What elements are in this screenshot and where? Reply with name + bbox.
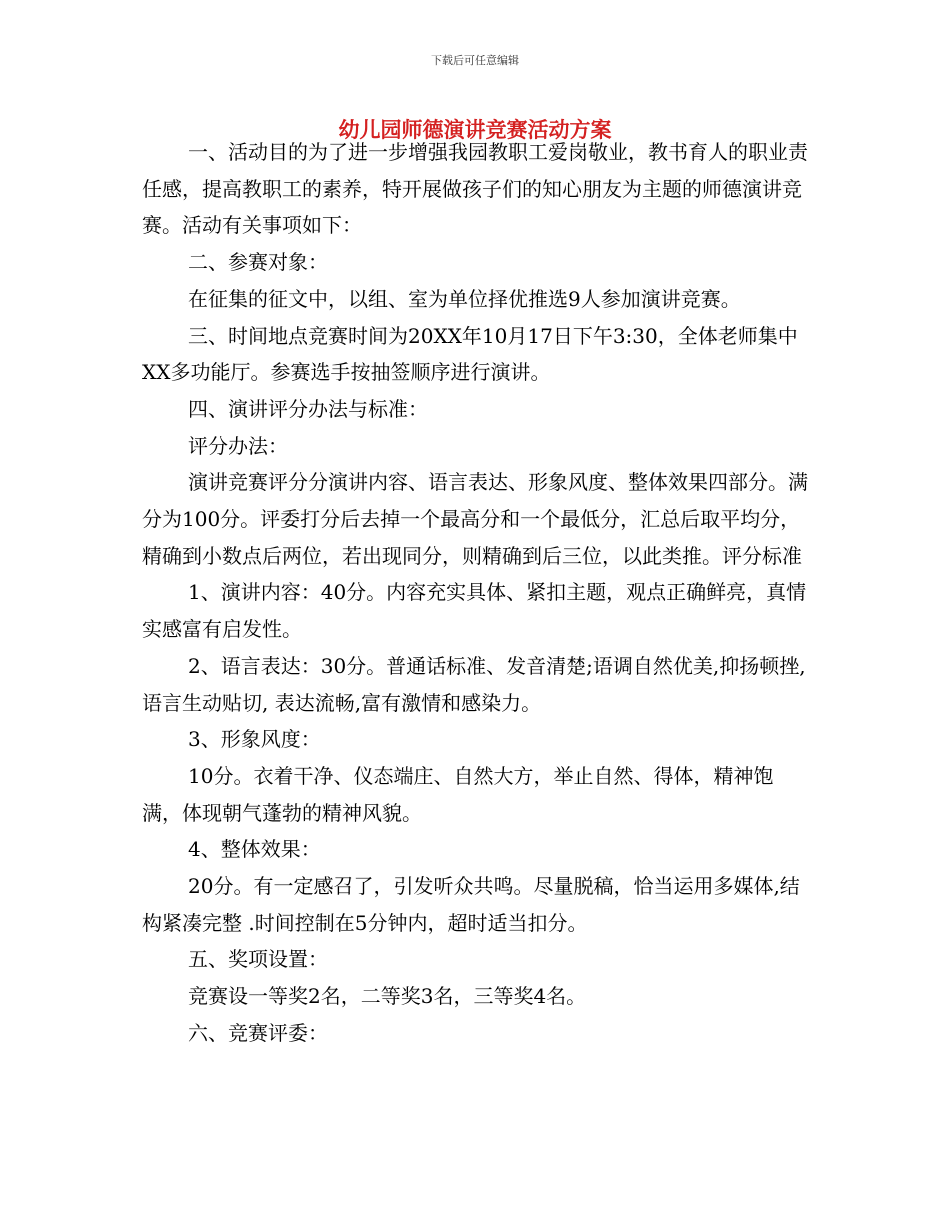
paragraph-awards: 竞赛设一等奖2名，二等奖3名，三等奖4名。 (188, 984, 587, 1009)
paragraph-scoring-method: 演讲竞赛评分分演讲内容、语言表达、形象风度、整体效果四部分。满分为100分。评委打分后去掉一个最高分和一个最低分，汇总后取平均分，精确到小数点后两位，若出现同分，则精确到后三位，以此类推。评分标准 (142, 470, 808, 568)
paragraph-criterion-content: 1、演讲内容：40分。内容充实具体、紧扣主题，观点正确鲜亮，真情实感富有启发性。 (142, 580, 807, 642)
paragraph-scoring-method-heading: 评分办法： (188, 433, 288, 458)
page-header-note: 下载后可任意编辑 (431, 54, 519, 67)
paragraph-participants-heading: 二、参赛对象： (188, 250, 328, 275)
paragraph-criterion-image-heading: 3、形象风度： (188, 727, 321, 752)
paragraph-activity-purpose: 一、活动目的为了进一步增强我园教职工爱岗敬业，教书育人的职业责任感，提高教职工的素养，特开展做孩子们的知心朋友为主题的师德演讲竞赛。活动有关事项如下： (142, 140, 808, 238)
paragraph-scoring-heading: 四、演讲评分办法与标准： (188, 396, 428, 421)
paragraph-participants: 在征集的征文中，以组、室为单位择优推选9人参加演讲竞赛。 (188, 286, 741, 311)
paragraph-time-location: 三、时间地点竞赛时间为20XX年10月17日下午3:30，全体老师集中XX多功能厅。参赛选手按抽签顺序进行演讲。 (142, 323, 798, 385)
document-body (142, 134, 812, 1052)
paragraph-awards-heading: 五、奖项设置： (188, 947, 328, 972)
paragraph-criterion-overall-heading: 4、整体效果： (188, 837, 321, 862)
document-title: 幼儿园师德演讲竞赛活动方案 (338, 118, 612, 142)
paragraph-criterion-image: 10分。衣着干净、仪态端庄、自然大方，举止自然、得体，精神饱满，体现朝气蓬勃的精神风貌。 (142, 763, 774, 825)
paragraph-judges-heading: 六、竞赛评委： (188, 1020, 328, 1045)
paragraph-criterion-language: 2、语言表达：30分。普通话标准、发音清楚;语调自然优美,抑扬顿挫,语言生动贴切, 表达流畅,富有激情和感染力。 (142, 653, 806, 715)
paragraph-criterion-overall: 20分。有一定感召了，引发听众共鸣。尽量脱稿，恰当运用多媒体,结构紧凑完整 .时间控制在5分钟内，超时适当扣分。 (142, 874, 800, 935)
